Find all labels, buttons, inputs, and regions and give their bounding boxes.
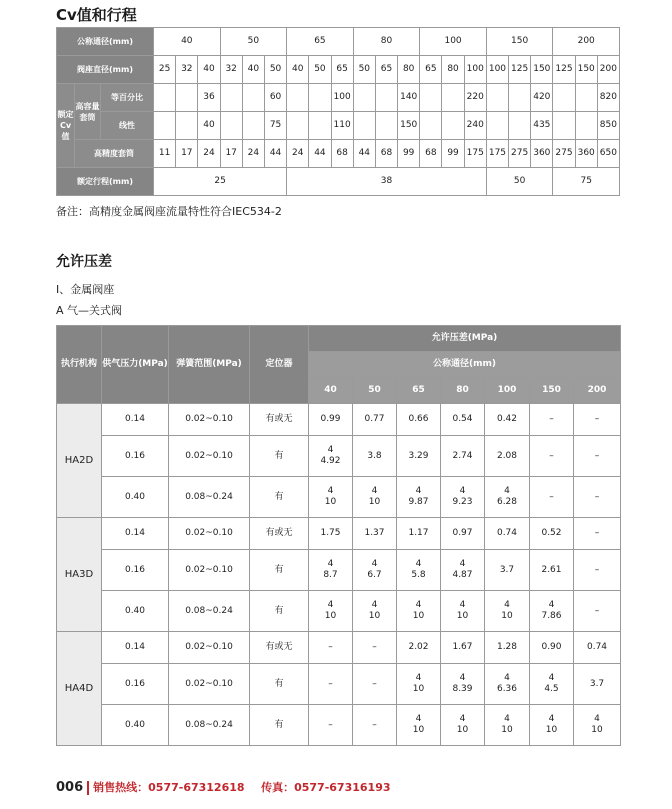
pressure-value-cell: 4 6.7 <box>353 550 397 591</box>
pressure-value-cell: – <box>353 664 397 705</box>
seat-cell: 65 <box>420 56 442 84</box>
pressure-value-cell: 4 5.8 <box>397 550 441 591</box>
pressure-value-cell: 0.74 <box>485 518 530 550</box>
footer-separator <box>87 781 89 795</box>
pressure-value-cell: 4 6.36 <box>485 664 530 705</box>
high-prec-cell: 360 <box>575 140 597 168</box>
high-prec-cell: 68 <box>375 140 397 168</box>
high-prec-cell: 17 <box>176 140 198 168</box>
pressure-value-cell: 4 10 <box>353 477 397 518</box>
nominal-cell: 50 <box>220 28 287 56</box>
stroke-cell: 25 <box>154 168 287 196</box>
pressure-value-cell: 0.66 <box>397 404 441 436</box>
supply-cell: 0.40 <box>102 705 169 746</box>
fax-number: 传真：0577-67316193 <box>261 781 391 794</box>
pressure-row <box>57 477 621 518</box>
supply-cell: 0.16 <box>102 550 169 591</box>
nominal-cell: 40 <box>154 28 221 56</box>
linear-cell <box>220 112 242 140</box>
supply-cell: 0.14 <box>102 632 169 664</box>
nominal-row <box>57 28 620 56</box>
pressure-value-cell: 4 4.5 <box>530 664 574 705</box>
linear-cell: 40 <box>198 112 220 140</box>
eq-pct-cell: 420 <box>531 84 553 112</box>
pressure-value-cell: 3.8 <box>353 436 397 477</box>
pressure-value-cell: 2.02 <box>397 632 441 664</box>
pressure-value-cell: – <box>574 550 621 591</box>
nominal-header: 公称通径(mm) <box>57 28 154 56</box>
pressure-value-cell: – <box>574 477 621 518</box>
spring-cell: 0.08~0.24 <box>169 591 250 632</box>
seat-cell: 200 <box>597 56 619 84</box>
nominal-cell: 65 <box>287 28 354 56</box>
seat-cell: 50 <box>309 56 331 84</box>
high-prec-cell: 650 <box>597 140 619 168</box>
positioner-cell: 有 <box>250 664 309 705</box>
actuator-model: HA4D <box>57 632 102 746</box>
positioner-cell: 有或无 <box>250 632 309 664</box>
eq-pct-cell: 140 <box>398 84 420 112</box>
linear-cell: 240 <box>464 112 486 140</box>
pressure-row <box>57 404 621 436</box>
high-prec-cell: 24 <box>287 140 309 168</box>
seat-cell: 100 <box>486 56 508 84</box>
pressure-value-cell: – <box>530 436 574 477</box>
supply-cell: 0.16 <box>102 664 169 705</box>
pressure-value-cell: 2.61 <box>530 550 574 591</box>
seat-header: 阀座直径(mm) <box>57 56 154 84</box>
eq-pct-cell: 100 <box>331 84 353 112</box>
seat-cell: 32 <box>220 56 242 84</box>
pressure-value-cell: 4 10 <box>574 705 621 746</box>
pressure-value-cell: 4 7.86 <box>530 591 574 632</box>
linear-cell <box>154 112 176 140</box>
high-prec-cell: 99 <box>442 140 464 168</box>
positioner-cell: 有 <box>250 550 309 591</box>
nominal-cell: 100 <box>420 28 487 56</box>
high-prec-cell: 44 <box>309 140 331 168</box>
supply-cell: 0.14 <box>102 404 169 436</box>
eq-pct-cell <box>309 84 331 112</box>
pressure-value-cell: 0.54 <box>441 404 485 436</box>
spring-cell: 0.02~0.10 <box>169 632 250 664</box>
seat-cell: 100 <box>464 56 486 84</box>
seat-cell: 150 <box>575 56 597 84</box>
high-prec-cell: 17 <box>220 140 242 168</box>
linear-cell <box>375 112 397 140</box>
cv-section-title: Cv值和行程 <box>56 6 137 24</box>
linear-cell <box>509 112 531 140</box>
pressure-value-cell: 0.74 <box>574 632 621 664</box>
positioner-cell: 有或无 <box>250 518 309 550</box>
pressure-value-cell: 4 10 <box>530 705 574 746</box>
positioner-cell: 有 <box>250 477 309 518</box>
eq-pct-cell <box>375 84 397 112</box>
pressure-value-cell: 4 10 <box>485 591 530 632</box>
seat-row <box>57 56 620 84</box>
pressure-value-cell: 2.74 <box>441 436 485 477</box>
pressure-value-cell: 0.42 <box>485 404 530 436</box>
seat-cell: 25 <box>154 56 176 84</box>
pressure-value-cell: 4 10 <box>441 705 485 746</box>
seat-cell: 80 <box>442 56 464 84</box>
stroke-cell: 50 <box>486 168 553 196</box>
spring-cell: 0.08~0.24 <box>169 705 250 746</box>
eq-pct-cell <box>220 84 242 112</box>
cv-table <box>56 27 620 196</box>
pressure-value-cell: 0.99 <box>309 404 353 436</box>
pressure-table <box>56 325 621 746</box>
pressure-value-cell: – <box>574 591 621 632</box>
high-prec-cell: 275 <box>553 140 575 168</box>
eq-pct-cell <box>176 84 198 112</box>
pressure-value-cell: 4 10 <box>353 591 397 632</box>
size-header-cell: 65 <box>397 378 441 404</box>
linear-cell <box>309 112 331 140</box>
size-header-cell: 200 <box>574 378 621 404</box>
page-number: 006 <box>56 780 84 795</box>
eq-pct-cell <box>154 84 176 112</box>
pressure-value-cell: 4 4.92 <box>309 436 353 477</box>
pressure-value-cell: 0.90 <box>530 632 574 664</box>
pressure-value-cell: 4 10 <box>485 705 530 746</box>
actuator-header: 执行机构 <box>57 326 102 404</box>
eq-pct-cell: 220 <box>464 84 486 112</box>
seat-cell: 50 <box>264 56 286 84</box>
positioner-cell: 有 <box>250 705 309 746</box>
pressure-value-cell: 0.52 <box>530 518 574 550</box>
eq-pct-cell <box>575 84 597 112</box>
pressure-value-cell: 4 10 <box>309 591 353 632</box>
linear-cell: 850 <box>597 112 619 140</box>
positioner-cell: 有 <box>250 436 309 477</box>
pressure-value-cell: – <box>530 404 574 436</box>
linear-cell <box>353 112 375 140</box>
linear-cell <box>575 112 597 140</box>
pressure-value-cell: – <box>309 664 353 705</box>
size-header-cell: 50 <box>353 378 397 404</box>
linear-cell: 75 <box>264 112 286 140</box>
pressure-row <box>57 664 621 705</box>
pressure-value-cell: 4 10 <box>397 591 441 632</box>
spring-cell: 0.02~0.10 <box>169 518 250 550</box>
linear-cell: 110 <box>331 112 353 140</box>
pressure-value-cell: 3.7 <box>485 550 530 591</box>
pressure-value-cell: 0.77 <box>353 404 397 436</box>
page-footer <box>56 779 391 795</box>
allow-header: 允许压差(MPa) <box>309 326 621 352</box>
linear-cell <box>553 112 575 140</box>
high-prec-cell: 44 <box>264 140 286 168</box>
pressure-value-cell: 4 10 <box>309 477 353 518</box>
pressure-section-title: 允许压差 <box>56 254 112 270</box>
supply-cell: 0.40 <box>102 477 169 518</box>
eq-pct-cell <box>486 84 508 112</box>
seat-cell: 40 <box>287 56 309 84</box>
high-prec-cell: 68 <box>420 140 442 168</box>
pressure-row <box>57 436 621 477</box>
high-prec-cell: 44 <box>353 140 375 168</box>
air-close-subtitle: A 气—关式阀 <box>56 304 123 317</box>
pressure-row <box>57 632 621 664</box>
nominal-size-header: 公称通径(mm) <box>309 352 621 378</box>
seat-cell: 65 <box>331 56 353 84</box>
rated-cv-label: 额定Cv值 <box>57 84 75 168</box>
high-prec-cell: 175 <box>464 140 486 168</box>
high-capacity-label: 高容量套筒 <box>75 84 101 140</box>
high-prec-cell: 175 <box>486 140 508 168</box>
seat-cell: 80 <box>398 56 420 84</box>
pressure-value-cell: 4 9.87 <box>397 477 441 518</box>
seat-cell: 32 <box>176 56 198 84</box>
pressure-value-cell: 4 10 <box>397 664 441 705</box>
eq-pct-cell: 60 <box>264 84 286 112</box>
stroke-cell: 38 <box>287 168 487 196</box>
seat-cell: 40 <box>198 56 220 84</box>
seat-cell: 125 <box>509 56 531 84</box>
pressure-value-cell: 1.28 <box>485 632 530 664</box>
size-header-cell: 40 <box>309 378 353 404</box>
eq-pct-cell: 820 <box>597 84 619 112</box>
positioner-cell: 有 <box>250 591 309 632</box>
nominal-cell: 150 <box>486 28 553 56</box>
actuator-model: HA2D <box>57 404 102 518</box>
high-prec-row <box>57 140 620 168</box>
eq-pct-cell <box>287 84 309 112</box>
supply-header: 供气压力(MPa) <box>102 326 169 404</box>
linear-cell <box>242 112 264 140</box>
size-header-cell: 80 <box>441 378 485 404</box>
sales-hotline: 销售热线：0577-67312618 <box>93 781 245 794</box>
seat-cell: 40 <box>242 56 264 84</box>
spring-cell: 0.02~0.10 <box>169 550 250 591</box>
nominal-cell: 200 <box>553 28 620 56</box>
pressure-value-cell: 4 6.28 <box>485 477 530 518</box>
pressure-value-cell: 1.17 <box>397 518 441 550</box>
spring-cell: 0.08~0.24 <box>169 477 250 518</box>
spring-header: 弹簧范围(MPa) <box>169 326 250 404</box>
eq-pct-cell <box>242 84 264 112</box>
pressure-value-cell: – <box>530 477 574 518</box>
linear-cell: 435 <box>531 112 553 140</box>
spring-cell: 0.02~0.10 <box>169 664 250 705</box>
pressure-value-cell: – <box>574 518 621 550</box>
eq-pct-row <box>57 84 620 112</box>
high-prec-cell: 275 <box>509 140 531 168</box>
pressure-value-cell: – <box>574 404 621 436</box>
high-precision-label: 高精度套筒 <box>75 140 154 168</box>
pressure-row <box>57 591 621 632</box>
stroke-header: 额定行程(mm) <box>57 168 154 196</box>
pressure-value-cell: 4 10 <box>441 591 485 632</box>
pressure-value-cell: – <box>353 705 397 746</box>
seat-cell: 65 <box>375 56 397 84</box>
pressure-value-cell: 1.37 <box>353 518 397 550</box>
pressure-value-cell: 4 8.39 <box>441 664 485 705</box>
positioner-header: 定位器 <box>250 326 309 404</box>
pressure-header-row-1 <box>57 326 621 352</box>
pressure-row <box>57 550 621 591</box>
pressure-value-cell: 4 10 <box>397 705 441 746</box>
pressure-value-cell: 3.29 <box>397 436 441 477</box>
positioner-cell: 有或无 <box>250 404 309 436</box>
pressure-value-cell: 1.67 <box>441 632 485 664</box>
spring-cell: 0.02~0.10 <box>169 436 250 477</box>
high-prec-cell: 360 <box>531 140 553 168</box>
eq-pct-cell <box>442 84 464 112</box>
pressure-row <box>57 705 621 746</box>
pressure-value-cell: – <box>309 705 353 746</box>
spring-cell: 0.02~0.10 <box>169 404 250 436</box>
linear-label: 线性 <box>101 112 154 140</box>
pressure-value-cell: – <box>309 632 353 664</box>
nominal-cell: 80 <box>353 28 420 56</box>
eq-pct-cell <box>420 84 442 112</box>
seat-cell: 125 <box>553 56 575 84</box>
linear-cell <box>176 112 198 140</box>
pressure-value-cell: 3.7 <box>574 664 621 705</box>
metal-seat-subtitle: I、金属阀座 <box>56 283 115 296</box>
pressure-value-cell: 4 8.7 <box>309 550 353 591</box>
pressure-value-cell: 4 9.23 <box>441 477 485 518</box>
pressure-row <box>57 518 621 550</box>
stroke-cell: 75 <box>553 168 620 196</box>
linear-cell: 150 <box>398 112 420 140</box>
high-prec-cell: 11 <box>154 140 176 168</box>
pressure-value-cell: 2.08 <box>485 436 530 477</box>
actuator-model: HA3D <box>57 518 102 632</box>
eq-pct-cell: 36 <box>198 84 220 112</box>
seat-cell: 150 <box>531 56 553 84</box>
linear-cell <box>420 112 442 140</box>
linear-cell <box>442 112 464 140</box>
size-header-cell: 100 <box>485 378 530 404</box>
pressure-value-cell: – <box>574 436 621 477</box>
linear-cell <box>287 112 309 140</box>
supply-cell: 0.14 <box>102 518 169 550</box>
high-prec-cell: 24 <box>198 140 220 168</box>
eq-pct-label: 等百分比 <box>101 84 154 112</box>
pressure-value-cell: 0.97 <box>441 518 485 550</box>
high-prec-cell: 68 <box>331 140 353 168</box>
eq-pct-cell <box>353 84 375 112</box>
cv-note: 备注：高精度金属阀座流量特性符合IEC534-2 <box>56 205 282 218</box>
eq-pct-cell <box>509 84 531 112</box>
high-prec-cell: 99 <box>398 140 420 168</box>
size-header-cell: 150 <box>530 378 574 404</box>
pressure-value-cell: – <box>353 632 397 664</box>
stroke-row <box>57 168 620 196</box>
seat-cell: 50 <box>353 56 375 84</box>
linear-cell <box>486 112 508 140</box>
supply-cell: 0.16 <box>102 436 169 477</box>
supply-cell: 0.40 <box>102 591 169 632</box>
linear-row <box>57 112 620 140</box>
pressure-value-cell: 4 4.87 <box>441 550 485 591</box>
eq-pct-cell <box>553 84 575 112</box>
high-prec-cell: 24 <box>242 140 264 168</box>
pressure-value-cell: 1.75 <box>309 518 353 550</box>
